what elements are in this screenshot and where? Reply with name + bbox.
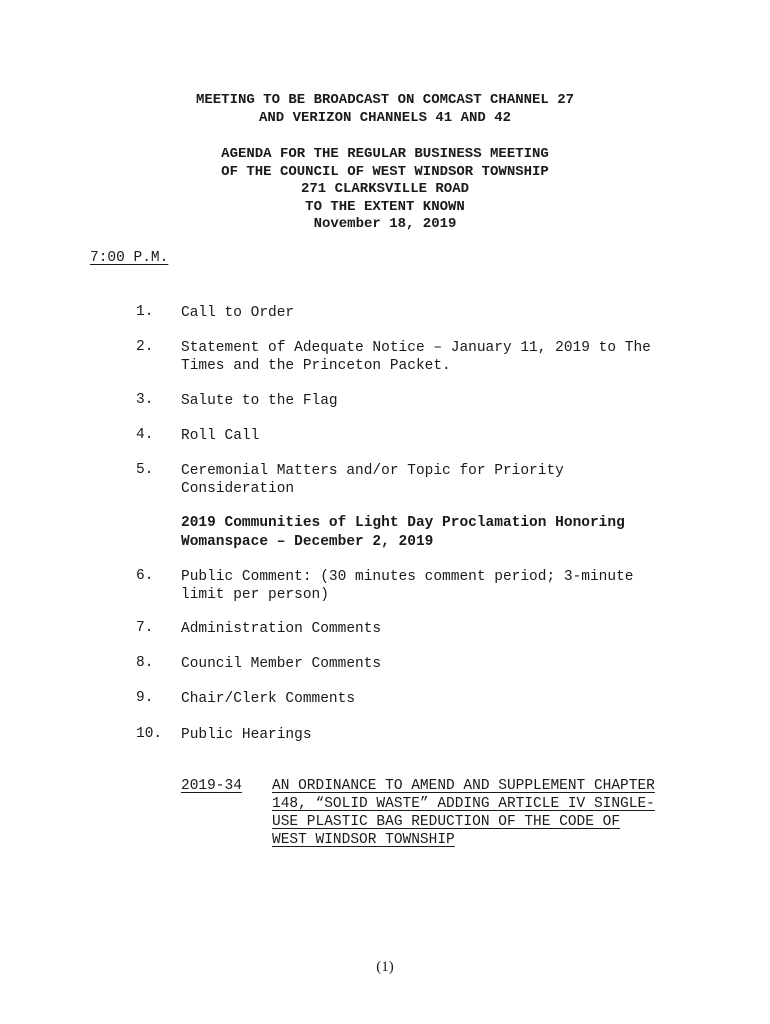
extent-note: TO THE EXTENT KNOWN <box>305 198 465 215</box>
page-number: (1) <box>376 959 394 975</box>
ordinance-number: 2019-34 <box>181 778 242 794</box>
item-text: Ceremonial Matters and/or Topic for Priority Consideration <box>181 463 564 497</box>
ordinance-title-line: WEST WINDSOR TOWNSHIP <box>272 832 455 848</box>
meeting-time: 7:00 P.M. <box>90 250 169 266</box>
broadcast-notice <box>0 92 770 127</box>
agenda-title-line-1: AGENDA FOR THE REGULAR BUSINESS MEETING <box>221 146 549 162</box>
agenda-title-line-2: OF THE COUNCIL OF WEST WINDSOR TOWNSHIP <box>221 163 549 180</box>
item-text: Statement of Adequate Notice – January 11, 2019 to The Times and the Princeton Packet. <box>181 340 651 374</box>
broadcast-line-2: AND VERIZON CHANNELS 41 AND 42 <box>258 109 512 126</box>
item-text: Public Comment: (30 minutes comment period; 3-minute limit per person) <box>181 569 634 603</box>
proclamation-note: 2019 Communities of Light Day Proclamation Honoring Womanspace – December 2, 2019 <box>181 515 625 550</box>
item-number: 9. <box>136 690 154 706</box>
ordinance-title-line: 148, “SOLID WASTE” ADDING ARTICLE IV SINGLE- <box>272 796 655 812</box>
item-text: Call to Order <box>181 305 295 321</box>
item-text: Chair/Clerk Comments <box>181 691 356 707</box>
item-number: 2. <box>136 339 154 355</box>
item-text: Administration Comments <box>181 621 382 637</box>
ordinance-title-line: AN ORDINANCE TO AMEND AND SUPPLEMENT CHAPTER <box>272 778 655 794</box>
agenda-title-block <box>0 146 770 234</box>
item-text: Salute to the Flag <box>181 393 338 409</box>
item-number: 3. <box>136 392 154 408</box>
item-text: Council Member Comments <box>181 656 382 672</box>
item-number: 10. <box>136 726 163 742</box>
item-number: 6. <box>136 568 154 584</box>
item-number: 5. <box>136 462 154 478</box>
item-number: 8. <box>136 655 154 671</box>
item-number: 7. <box>136 620 154 636</box>
item-text: Public Hearings <box>181 727 312 743</box>
item-text: Roll Call <box>181 428 260 444</box>
ordinance-title-line: USE PLASTIC BAG REDUCTION OF THE CODE OF <box>272 814 621 830</box>
item-number: 4. <box>136 427 154 443</box>
meeting-address: 271 CLARKSVILLE ROAD <box>300 181 470 197</box>
item-number: 1. <box>136 304 154 320</box>
broadcast-line-1: MEETING TO BE BROADCAST ON COMCAST CHANNEL 27 <box>195 92 575 108</box>
meeting-date: November 18, 2019 <box>313 216 457 232</box>
